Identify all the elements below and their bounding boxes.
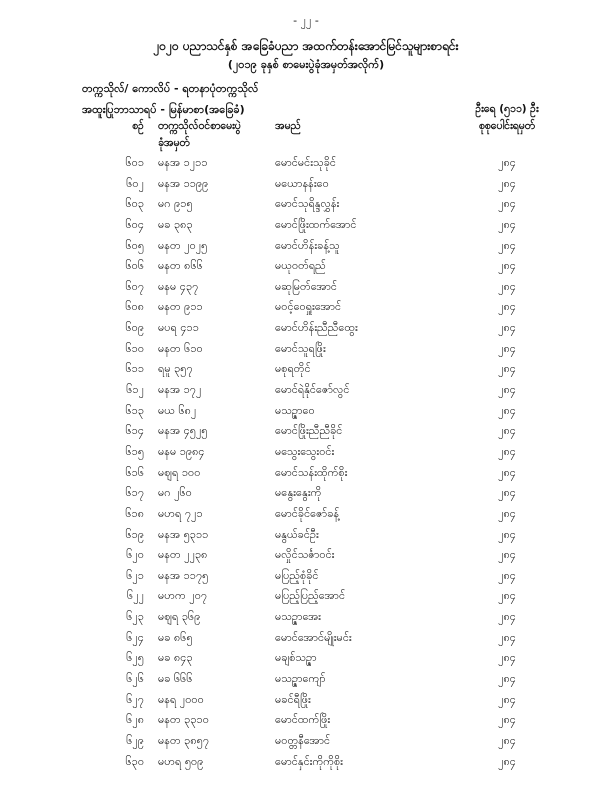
exam-seat-number: မဈရ ၁၀၀ bbox=[158, 465, 201, 479]
row-number: ၆၁၁ bbox=[125, 362, 144, 376]
row-number: ၆၂၄ bbox=[126, 630, 144, 644]
document-title: ၂၀၂၀ ပညာသင်နှစ် အခြေခံပညာ အထက်တန်းအောင်မြင်သူများစာရင်း bbox=[153, 39, 459, 53]
table-row bbox=[0, 152, 612, 173]
table-row bbox=[0, 503, 612, 524]
student-name: မောင်သန်းထိုက်စိုး bbox=[275, 465, 348, 479]
total-score: ၂၈၄ bbox=[498, 506, 516, 520]
student-name: မောင်ထက်ဖြိုး bbox=[275, 713, 331, 727]
row-number: ၆၂၅ bbox=[126, 651, 144, 665]
total-score: ၂၈၄ bbox=[498, 403, 516, 417]
student-name: မသဉ္ဇာဝေ bbox=[275, 403, 315, 417]
student-name: မခင်ရီဖြိုး bbox=[275, 692, 311, 706]
row-number: ၆၂၆ bbox=[126, 672, 144, 686]
student-name: မောင်ခိုင်ဇော်ခန့် bbox=[275, 506, 340, 520]
row-number: ၆၀၇ bbox=[125, 279, 144, 293]
student-name: မပြည့်စုံခိုင် bbox=[275, 568, 319, 582]
student-name: မဝတ္တနီအောင် bbox=[275, 733, 331, 747]
exam-seat-number: မဟရ ၇၂၁ bbox=[158, 506, 203, 520]
table-row bbox=[0, 317, 612, 338]
exam-seat-number: မနတ ၉၁၁ bbox=[158, 300, 203, 314]
row-number: ၆၁၄ bbox=[125, 424, 144, 438]
table-row bbox=[0, 358, 612, 379]
total-score: ၂၈၄ bbox=[498, 424, 516, 438]
table-header bbox=[0, 120, 612, 136]
exam-seat-number: မနတ ၃၈၅၇ bbox=[158, 733, 210, 747]
total-score: ၂၈၄ bbox=[498, 176, 516, 190]
exam-seat-number: မခ ၈၄၃ bbox=[158, 651, 193, 665]
table-row bbox=[0, 338, 612, 359]
exam-seat-number: မဟရ ၅၀၉ bbox=[158, 754, 204, 768]
row-number: ၆၀၄ bbox=[125, 217, 144, 231]
student-name: မောင်သူရဖြိုး bbox=[275, 341, 326, 355]
table-row bbox=[0, 441, 612, 462]
exam-seat-number: မနတ ၈၆၆ bbox=[158, 259, 203, 273]
table-row bbox=[0, 544, 612, 565]
table-row bbox=[0, 255, 612, 276]
total-score: ၂၈၄ bbox=[498, 238, 516, 252]
total-score: ၂၈၄ bbox=[498, 527, 516, 541]
total-score: ၂၈၄ bbox=[498, 279, 516, 293]
student-name: မောင်သုရိန္ဒလွှန်း bbox=[275, 197, 340, 211]
document-subtitle: (၂၀၁၉ ခုနှစ် စာမေးပွဲခုံအမှတ်အလိုက်) bbox=[227, 58, 385, 71]
table-row bbox=[0, 751, 612, 772]
exam-seat-number: မခ ၃၈၃ bbox=[158, 217, 193, 231]
exam-seat-number: မယ ၆၈၂ bbox=[158, 403, 197, 417]
total-score: ၂၈၄ bbox=[498, 362, 516, 376]
student-name: မလှိုင်သင်္ဇာဝင်း bbox=[275, 548, 335, 562]
total-score: ၂၈၄ bbox=[498, 754, 516, 768]
table-row bbox=[0, 276, 612, 297]
header-name: အမည် bbox=[275, 120, 301, 132]
exam-seat-number: မနအ ၄၅၂၅ bbox=[158, 424, 208, 438]
table-row bbox=[0, 400, 612, 421]
exam-seat-number: မဂ ၂၆၀ bbox=[158, 486, 192, 500]
exam-seat-number: မနတ ၂၂၃၈ bbox=[158, 548, 208, 562]
total-score: ၂၈၄ bbox=[498, 300, 516, 314]
student-name: မဝင့်ဝေရှူးအောင် bbox=[275, 300, 342, 314]
table-row bbox=[0, 606, 612, 627]
student-name: မောင်ဟိန်းခန့်သူ bbox=[275, 238, 340, 252]
total-score: ၂၈၄ bbox=[498, 651, 516, 665]
exam-seat-number: မနမ ၄၃၇ bbox=[158, 279, 199, 293]
header-score: စုစုပေါင်းရမှတ် bbox=[478, 120, 536, 132]
total-score: ၂၈၄ bbox=[498, 217, 516, 231]
student-name: မသဉ္ဇာကျော် bbox=[275, 672, 326, 686]
row-number: ၆၁၂ bbox=[126, 383, 144, 397]
row-number: ၆၁၅ bbox=[125, 444, 144, 458]
table-row bbox=[0, 585, 612, 606]
student-name: မယုဝတ်ရည် bbox=[275, 259, 326, 273]
total-score: ၂၈၄ bbox=[498, 383, 516, 397]
table-row bbox=[0, 647, 612, 668]
row-number: ၆၁၉ bbox=[125, 527, 144, 541]
exam-seat-number: မနတ ၂၀၂၅ bbox=[158, 238, 208, 252]
row-number: ၆၂၃ bbox=[126, 610, 144, 624]
student-name: မစုရတိုင် bbox=[275, 362, 311, 376]
table-row bbox=[0, 462, 612, 483]
total-score: ၂၈၄ bbox=[498, 259, 516, 273]
total-score: ၂၈၄ bbox=[498, 630, 516, 644]
exam-seat-number: မဂ ၉၁၅ bbox=[158, 197, 193, 211]
total-score: ၂၈၄ bbox=[498, 610, 516, 624]
row-number: ၆၀၉ bbox=[125, 321, 144, 335]
exam-seat-number: မဟက ၂၀၇ bbox=[158, 589, 208, 603]
student-name: မယောနန်းဝေ bbox=[275, 176, 329, 190]
student-name: မသွေးသွေးဝင်း bbox=[275, 444, 335, 458]
row-number: ၆၁၈ bbox=[125, 506, 144, 520]
total-score: ၂၈၄ bbox=[498, 692, 516, 706]
table-row bbox=[0, 565, 612, 586]
row-number: ၆၀၅ bbox=[125, 238, 144, 252]
exam-seat-number: မနအ ၁၇၂ bbox=[158, 383, 202, 397]
student-name: မနွယ်ခင်ဦး bbox=[275, 527, 319, 541]
total-score: ၂၈၄ bbox=[498, 589, 516, 603]
table-row bbox=[0, 214, 612, 235]
exam-seat-number: မနရ ၂၀၀၀ bbox=[158, 692, 204, 706]
row-number: ၆၂၉ bbox=[126, 733, 144, 747]
student-name: မသဉ္ဇာအေး bbox=[275, 610, 321, 624]
table-row bbox=[0, 730, 612, 751]
row-number: ၆၁၀ bbox=[125, 341, 144, 355]
table-row bbox=[0, 193, 612, 214]
row-number: ၆၀၁ bbox=[125, 156, 144, 169]
row-number: ၆၀၂ bbox=[126, 176, 144, 190]
exam-seat-number: မနတ ၃၃၁၀ bbox=[158, 713, 209, 727]
exam-seat-number: မဈရ ၃၆၉ bbox=[158, 610, 201, 624]
total-score: ၂၈၄ bbox=[498, 568, 516, 582]
student-name: မောင်မင်းသုခိုင် bbox=[275, 156, 336, 169]
student-name: မောင်နှင်းကိုကိုစိုး bbox=[275, 754, 343, 768]
headcount-line: ဦးရေ (၅၁၁) ဦး bbox=[475, 103, 539, 115]
header-no: စဉ် bbox=[132, 120, 144, 132]
total-score: ၂၈၄ bbox=[498, 733, 516, 747]
row-number: ၆၁၆ bbox=[125, 465, 144, 479]
total-score: ၂၈၄ bbox=[498, 444, 516, 458]
total-score: ၂၈၄ bbox=[498, 548, 516, 562]
table-row bbox=[0, 668, 612, 689]
total-score: ၂၈၄ bbox=[498, 197, 516, 211]
row-number: ၆၃၀ bbox=[125, 754, 144, 768]
exam-seat-number: ရမူ ၃၅၇ bbox=[158, 362, 193, 376]
row-number: ၆၂၇ bbox=[126, 692, 144, 706]
total-score: ၂၈၄ bbox=[498, 321, 516, 335]
total-score: ၂၈၄ bbox=[498, 465, 516, 479]
exam-seat-number: မနအ ၅၃၁၁ bbox=[158, 527, 209, 541]
student-name: မောင်အောင်မျိုးမင်း bbox=[275, 630, 352, 644]
total-score: ၂၈၄ bbox=[498, 486, 516, 500]
header-reg-line2: ခုံအမှတ် bbox=[158, 137, 190, 149]
table-row bbox=[0, 173, 612, 194]
row-number: ၆၂၈ bbox=[126, 713, 144, 727]
exam-seat-number: မနအ ၁၂၁၁ bbox=[158, 156, 208, 169]
exam-seat-number: မနတ ၆၁၀ bbox=[158, 341, 203, 355]
total-score: ၂၈၄ bbox=[498, 156, 516, 169]
row-number: ၆၀၃ bbox=[125, 197, 144, 211]
header-reg: တက္ကသိုလ်ဝင်စာမေးပွဲ bbox=[158, 120, 241, 132]
student-name: မပြည့်ပြည့်အောင် bbox=[275, 589, 346, 603]
student-name: မဆုမြတ်အောင် bbox=[275, 279, 338, 293]
exam-seat-number: မနအ ၁၁၉၉ bbox=[158, 176, 209, 190]
student-name: မောင်ဖြိုးထက်အောင် bbox=[275, 217, 357, 231]
row-number: ၆၂၀ bbox=[126, 548, 144, 562]
total-score: ၂၈၄ bbox=[498, 672, 516, 686]
row-number: ၆၁၇ bbox=[125, 486, 144, 500]
row-number: ၆၂၁ bbox=[126, 568, 144, 582]
row-number: ၆၂၂ bbox=[127, 589, 144, 603]
student-name: မောင်ဖြိုးညီညီခိုင် bbox=[275, 424, 343, 438]
total-score: ၂၈၄ bbox=[498, 713, 516, 727]
student-name: မချစ်သဉ္ဇာ bbox=[275, 651, 317, 665]
table-row bbox=[0, 689, 612, 710]
student-name: မနွေးနွေးကို bbox=[275, 486, 322, 500]
exam-seat-number: မခ ၈၆၅ bbox=[158, 630, 193, 644]
table-row bbox=[0, 296, 612, 317]
results-table bbox=[0, 152, 612, 771]
row-number: ၆၀၈ bbox=[125, 300, 144, 314]
table-row bbox=[0, 420, 612, 441]
table-row bbox=[0, 627, 612, 648]
major-subject-line: အထူးပြုဘာသာရပ် - မြန်မာစာ(အခြေခံ) bbox=[82, 103, 245, 116]
exam-seat-number: မနအ ၁၁၇၅ bbox=[158, 568, 209, 582]
page-number: - ၂၂ - bbox=[293, 14, 319, 27]
student-name: မောင်ရဲနိုင်ဇော်လွင် bbox=[275, 383, 350, 397]
row-number: ၆၀၆ bbox=[125, 259, 144, 273]
exam-seat-number: မနမ ၁၉၈၄ bbox=[158, 444, 205, 458]
table-row bbox=[0, 524, 612, 545]
exam-seat-number: မခ ၆၆၆ bbox=[158, 672, 193, 686]
table-row bbox=[0, 482, 612, 503]
table-row bbox=[0, 379, 612, 400]
university-line: တက္ကသိုလ်/ ကောလိပ် - ရတနာပုံတက္ကသိုလ် bbox=[82, 82, 259, 95]
exam-seat-number: မပရ ၄၁၁ bbox=[158, 321, 199, 335]
table-row bbox=[0, 709, 612, 730]
student-name: မောင်ဟိန်းညီညီထွေး bbox=[275, 321, 358, 335]
table-row bbox=[0, 235, 612, 256]
total-score: ၂၈၄ bbox=[498, 341, 516, 355]
table-header-line2 bbox=[0, 137, 612, 153]
row-number: ၆၁၃ bbox=[125, 403, 144, 417]
